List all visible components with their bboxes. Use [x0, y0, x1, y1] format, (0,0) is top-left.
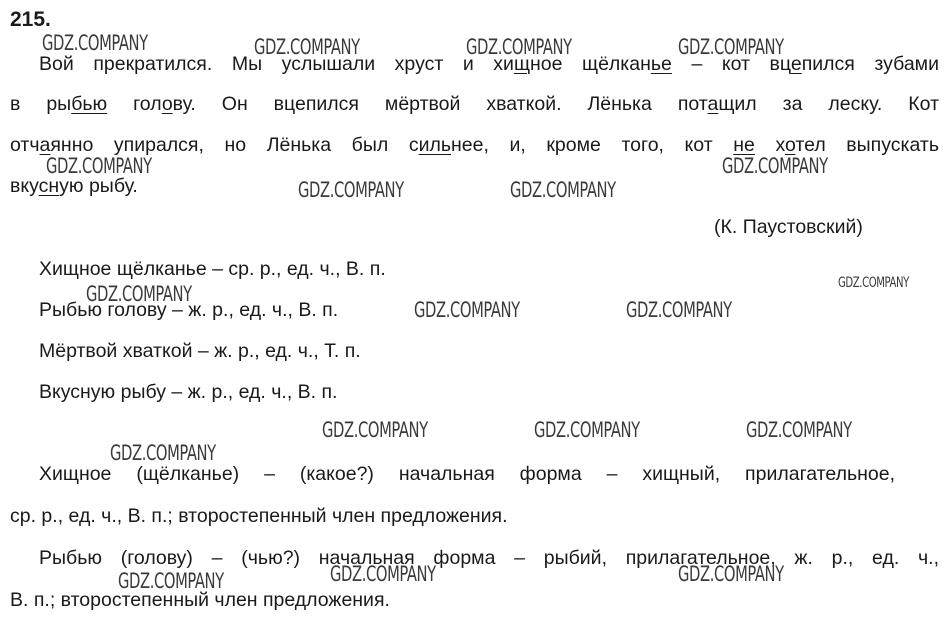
watermark: GDZ.COMPANY — [254, 35, 360, 59]
watermark: GDZ.COMPANY — [722, 154, 828, 178]
text-segment: ую рыбу. — [59, 175, 138, 197]
text-segment: в ры — [10, 93, 72, 115]
watermark: GDZ.COMPANY — [110, 441, 216, 465]
text-segment: х — [754, 134, 785, 156]
watermark: GDZ.COMPANY — [626, 298, 732, 322]
source-line — [10, 92, 939, 116]
underlined-text: не — [733, 134, 755, 156]
watermark: GDZ.COMPANY — [298, 178, 404, 202]
watermark: GDZ.COMPANY — [466, 35, 572, 59]
underlined-text: е — [790, 53, 802, 75]
phrase-item: Хищное щёлканье – ср. р., ед. ч., В. п. — [39, 258, 386, 280]
underlined-text: а — [707, 93, 719, 115]
underlined-text: о — [785, 134, 796, 156]
author-citation: (К. Паустовский) — [714, 216, 863, 238]
phrase-item: Рыбью голову – ж. р., ед. ч., В. п. — [39, 299, 339, 321]
watermark: GDZ.COMPANY — [838, 275, 909, 291]
underlined-text: ье — [650, 53, 672, 75]
analysis-line: Хищное (щёлканье) – (какое?) начальная форма – хищный, прилагательное, — [39, 463, 895, 485]
text-segment: янно упирался, но Лёнька был с — [50, 134, 419, 156]
underlined-text: а — [39, 134, 51, 156]
text-segment: щил за леску. Кот — [718, 93, 940, 115]
watermark: GDZ.COMPANY — [86, 282, 192, 306]
analysis-line: Рыбью (голову) – (чью?) начальная форма – рыбий, прилагательное, ж. р., ед. ч., — [39, 547, 939, 569]
watermark: GDZ.COMPANY — [42, 31, 148, 55]
text-segment: вку — [10, 175, 39, 197]
text-segment: пился зубами — [801, 53, 939, 75]
watermark: GDZ.COMPANY — [414, 298, 520, 322]
underlined-text: сн — [38, 175, 60, 197]
source-line — [10, 133, 939, 157]
source-line — [10, 174, 138, 198]
text-segment: Вой прекратился. Мы услышали хруст и хи — [39, 53, 514, 75]
phrase-item: Мёртвой хваткой – ж. р., ед. ч., Т. п. — [39, 340, 361, 362]
watermark: GDZ.COMPANY — [322, 418, 428, 442]
analysis-line: В. п.; второстепенный член предложения. — [10, 589, 390, 611]
text-segment: отч — [10, 134, 40, 156]
text-segment: ное щёлкан — [530, 53, 651, 75]
watermark: GDZ.COMPANY — [678, 562, 784, 586]
analysis-line: ср. р., ед. ч., В. п.; второстепенный член предложения. — [10, 505, 508, 527]
text-segment: ву. Он вцепился мёртвой хваткой. Лёнька пот — [172, 93, 708, 115]
underlined-text: щ — [513, 53, 530, 75]
watermark: GDZ.COMPANY — [534, 418, 640, 442]
underlined-text: бью — [71, 93, 108, 115]
watermark: GDZ.COMPANY — [510, 178, 616, 202]
text-segment: тел выпускать — [795, 134, 939, 156]
watermark: GDZ.COMPANY — [118, 569, 224, 593]
text-segment: нее, и, кроме того, кот — [451, 134, 734, 156]
watermark: GDZ.COMPANY — [746, 418, 852, 442]
watermark: GDZ.COMPANY — [46, 154, 152, 178]
underlined-text: иль — [418, 134, 452, 156]
text-segment: гол — [107, 93, 162, 115]
underlined-text: о — [161, 93, 173, 115]
phrase-item: Вкусную рыбу – ж. р., ед. ч., В. п. — [39, 381, 338, 403]
watermark: GDZ.COMPANY — [678, 35, 784, 59]
watermark: GDZ.COMPANY — [330, 562, 436, 586]
source-line — [39, 52, 939, 76]
exercise-number: 215. — [10, 8, 51, 31]
text-segment: – кот вц — [671, 53, 791, 75]
